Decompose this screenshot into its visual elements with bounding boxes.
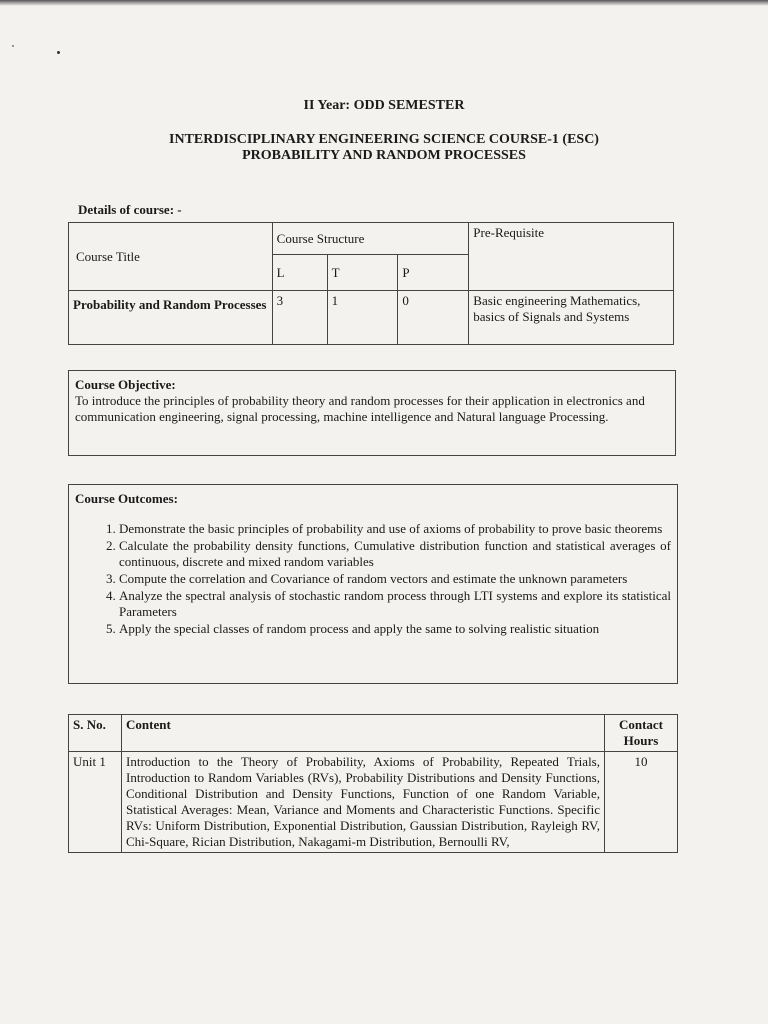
details-label: Details of course: -	[78, 202, 182, 217]
outcome-item: 2. Calculate the probability density functions, Cumulative distribution function and statistical averages of continuous, discrete and mixed random variables	[119, 538, 671, 570]
tutorial-header: T	[327, 255, 398, 291]
outcome-item: 4. Analyze the spectral analysis of stochastic random process through LTI systems and explore its statistical Parameters	[119, 588, 671, 620]
practical-value: 0	[398, 291, 469, 345]
practical-header: P	[398, 255, 469, 291]
objective-text: To introduce the principles of probability theory and random processes for their application in electronics and communication engineering, signal processing, machine intelligence and Natural language Processing.	[75, 393, 645, 424]
outcomes-heading: Course Outcomes:	[75, 491, 178, 506]
unit-hours: 10	[605, 752, 678, 853]
lecture-header: L	[272, 255, 327, 291]
lecture-value: 3	[272, 291, 327, 345]
course-structure-header: Course Structure	[272, 223, 469, 255]
tutorial-value: 1	[327, 291, 398, 345]
outcome-item: 5. Apply the special classes of random process and apply the same to solving realistic situation	[119, 621, 671, 637]
course-type-heading: INTERDISCIPLINARY ENGINEERING SCIENCE COURSE-1 (ESC)	[169, 132, 599, 147]
course-title-value: Probability and Random Processes	[69, 291, 273, 345]
outcome-item: 1. Demonstrate the basic principles of probability and use of axioms of probability to prove basic theorems	[119, 521, 671, 537]
unit-number: Unit 1	[69, 752, 122, 853]
content-header: Content	[122, 715, 605, 752]
prerequisite-header: Pre-Requisite	[469, 223, 674, 291]
year-heading: II Year: ODD SEMESTER	[303, 98, 465, 113]
objective-heading: Course Objective:	[75, 377, 176, 392]
scan-speck	[12, 45, 14, 47]
unit-content: Introduction to the Theory of Probability, Axioms of Probability, Repeated Trials, Introduction to Random Variables (RVs), Probability Distributions and Density Functions, Conditional Distribution and Density Functions, Function of one Random Variable, Statistical Averages: Mean, Variance and Moments and Characteristic Functions. Specific RVs: Uniform Distribution, Exponential Distribution, Gaussian Distribution, Rayleigh RV, Chi-Square, Rician Distribution, Nakagami-m Distribution, Bernoulli RV,	[122, 752, 605, 853]
outcomes-list	[75, 521, 671, 637]
course-title-header: Course Title	[69, 223, 273, 291]
scan-speck	[57, 51, 60, 54]
course-name-heading: PROBABILITY AND RANDOM PROCESSES	[242, 148, 526, 163]
course-outcomes-box	[68, 484, 678, 684]
scan-edge-shadow	[0, 0, 768, 6]
sno-header: S. No.	[69, 715, 122, 752]
outcome-item: 3. Compute the correlation and Covariance of random vectors and estimate the unknown parameters	[119, 571, 671, 587]
course-details-table	[68, 222, 674, 345]
prerequisite-value: Basic engineering Mathematics, basics of Signals and Systems	[469, 291, 674, 345]
contact-hours-header: Contact Hours	[605, 715, 678, 752]
syllabus-content-table	[68, 714, 678, 853]
course-objective-box	[68, 370, 676, 456]
